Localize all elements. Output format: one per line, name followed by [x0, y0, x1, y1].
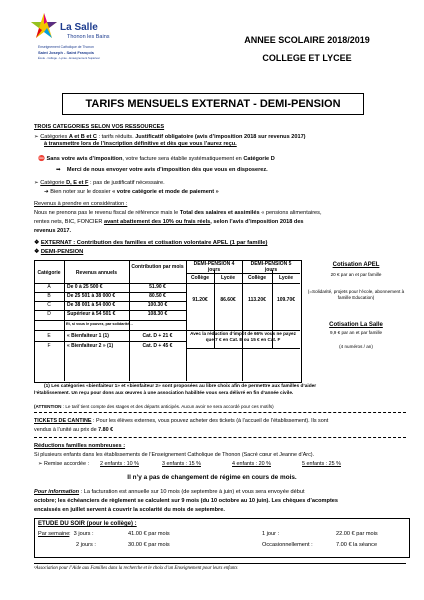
etude-r1-days: : 3 jours :	[69, 531, 94, 537]
no-entry-icon: ⛔	[38, 156, 47, 162]
table-row-rev: « Bienfaiteur 1 (1)	[67, 333, 109, 339]
externat-line: ❖ EXTERNAT : Contribution des familles et cotisation volontaire APEL (1 par famille)	[34, 240, 268, 246]
info-line1: Pour information : La facturation est annuelle sur 10 mois (de septembre à juin) et vous sera envoyée début	[34, 489, 305, 495]
revenus-line1: Nous ne prenons pas le revenu fiscal de référence mais le Total des salaires et assimilés « pensions alimentaires,	[34, 210, 322, 216]
etude-r1b-days: 1 jour :	[262, 531, 280, 537]
apel-title: Cotisation APEL	[332, 262, 380, 268]
table-row-rev: De 25 501 à 38 000 €	[67, 293, 116, 299]
diamond-icon: ❖	[34, 240, 41, 246]
solidarite-note: Et, si vous le pouvez, par solidarité…	[66, 322, 134, 326]
table-row-contrib: Cat. D + 45 €	[142, 343, 173, 349]
note-bienfaiteur-line2: l’établissement. Un reçu pour dons aux œuvres à une association habilitée vous sera délivré en fin d’année civile.	[34, 391, 294, 396]
etude-r2b-price: 7.00 € la séance	[336, 542, 378, 548]
apel-description: (=Solidarité, projets pour l’école, abonnement à famille Education)	[307, 289, 405, 300]
table-row-contrib: 51.90 €	[149, 284, 166, 290]
table-row-rev: « Bienfaiteur 2 » (1)	[67, 343, 114, 349]
th-contribution: Contribution par mois	[131, 264, 184, 270]
categories-ab-line2: à transmettre lors de l’inscription définitive et dès que vous l’aurez reçu.	[44, 141, 237, 147]
reductions-line1: Si plusieurs enfants dans les établissements de l’Enseignement Catholique de Thonon (Sacré cœur et Jeanne d’Arc).	[34, 452, 315, 458]
th-dp5: DEMI-PENSION 5 jours	[250, 261, 292, 273]
logo-line3: École - Collège - Lycée - Enseignement Supérieur	[38, 56, 101, 60]
footer-divider	[34, 563, 406, 564]
table-row-cat: F	[47, 343, 51, 349]
etude-r2-days: 2 jours :	[76, 542, 96, 548]
note-bienfaiteur-line1: (1) Les catégories «bienfaiteur 1» et «bienfaiteur 2» sont proposées au libre choix afin de permettre aux familles d’aider	[44, 384, 317, 389]
info-line3: encaissés en juillet servent à couvrir la scolarité du mois de septembre.	[34, 507, 225, 513]
apel-amount: 20 € par an et par famille	[330, 272, 382, 277]
footer-note: ¹Association pour l’Aide aux Familles dans la recherche et le choix d’un Enseignement pour leurs enfants	[34, 566, 238, 571]
arrow-right-icon: ➜	[44, 189, 51, 195]
table-row-cat: E	[47, 333, 51, 339]
divider	[34, 437, 406, 438]
categories-ab-line: ➢ Catégories A et B et C : tarifs réduits. Justificatif obligatoire (avis d’imposition 2018 sur revenus 2017)	[34, 134, 306, 140]
table-row-cat: D	[47, 311, 51, 317]
categories-def-line: ➢ Catégorie D, E et F : pas de justificatif nécessaire.	[34, 180, 165, 186]
cantine-line1: TICKETS DE CANTINE : Pour les élèves externes, vous pouvez acheter des tickets (à l’accueil de l’établissement). Ils sont	[34, 418, 329, 424]
remise-3-enfants: 3 enfants : 15 %	[162, 461, 201, 467]
th-college-5: Collège	[247, 275, 267, 281]
page-title-banner: TARIFS MENSUELS EXTERNAT - DEMI-PENSION	[62, 93, 364, 115]
dp5-college-price: 113.20€	[248, 297, 266, 303]
merci-line: ➡ Merci de nous envoyer votre avis d’imposition dès que vous en disposerez.	[56, 167, 268, 173]
th-categorie: Catégorie	[37, 270, 61, 276]
dp5-lycee-price: 109.70€	[276, 297, 296, 303]
table-row-cat: B	[47, 293, 51, 299]
lasalle-months: (4 numéros / an)	[339, 344, 373, 349]
info-line2: octobre; les échéanciers de règlement se calculent sur 9 mois (du 10 octobre au 10 juin). Les chèques d’acomptes	[34, 498, 339, 504]
th-college-4: Collège	[190, 275, 210, 281]
revenus-line2: rentes nets, BIC, FONCIER avant abattement des 10% ou frais réels, selon l’avis d’imposition 2018 des	[34, 219, 304, 225]
categories-title: TROIS CATEGORIES SELON VOS RESSOURCES	[34, 124, 165, 130]
per-week-label: Par semaine	[38, 531, 70, 537]
logo-name: La Salle	[60, 22, 98, 33]
table-row-cat: C	[47, 302, 51, 308]
table-row-contrib: Cat. D + 21 €	[142, 333, 173, 339]
note-line: ➜ Bien noter sur le dossier « votre catégorie et mode de paiement »	[44, 189, 219, 195]
reductions-title: Réductions familles nombreuses :	[34, 443, 126, 449]
demi-pension-line: ❖ DEMI-PENSION	[34, 249, 84, 255]
checkbox-icon: ➢	[38, 461, 45, 467]
checkbox-icon: ➢	[34, 180, 41, 186]
reduction-note: Avec la réduction d’impôt de 66% vous ne payez que 7 € en Cat. E ou 15 € en Cat. F	[190, 331, 296, 342]
etude-r2b-days: Occasionnellement :	[262, 542, 313, 548]
revenus-line3: revenus 2017.	[34, 228, 72, 234]
remise-2-enfants: 2 enfants : 10 %	[100, 461, 139, 467]
th-dp4: DEMI-PENSION 4 jours	[193, 261, 235, 273]
table-row-rev: Supérieur à 54 501 €	[67, 311, 116, 317]
reductions-remise: ➢ Remise accordée :	[38, 461, 89, 467]
logo-line2: Saint Joseph - Saint François	[38, 50, 95, 55]
table-row-rev: De 0 à 25 500 €	[67, 284, 103, 290]
revenus-title: Revenus à prendre en considération :	[34, 201, 128, 207]
no-avis-line: ⛔ Sans votre avis d’imposition, votre facture sera établie systématiquement en Catégorie D	[38, 156, 275, 162]
diamond-icon: ❖	[34, 249, 41, 255]
level-title: COLLEGE ET LYCEE	[262, 53, 352, 63]
th-revenus: Revenus annuels	[75, 270, 118, 276]
dp4-college-price: 91.20€	[192, 297, 208, 303]
logo-line1: Enseignement Catholique de Thonon	[38, 45, 94, 49]
table-row-contrib: 80.50 €	[149, 293, 166, 299]
etude-r1b-price: 22.00 € par mois	[336, 531, 378, 537]
remise-5-enfants: 5 enfants : 25 %	[302, 461, 341, 467]
divider	[34, 412, 406, 413]
lasalle-cotisation-amount: 9,9 € par an et par famille	[329, 330, 383, 335]
arrow-right-icon: ➡	[56, 167, 67, 173]
table-row-cat: A	[47, 284, 51, 290]
remise-4-enfants: 4 enfants : 20 %	[232, 461, 271, 467]
table-row-contrib: 108.30 €	[147, 311, 168, 317]
cantine-line2: vendus à l’unité au prix de 7.80 €	[34, 427, 114, 433]
etude-title: ETUDE DU SOIR (pour le collège) :	[38, 521, 137, 527]
th-lycee-4: Lycée	[221, 275, 235, 281]
star-logo-icon	[30, 12, 58, 40]
logo-subtitle: Thonon les Bains	[67, 34, 110, 40]
dp4-lycee-price: 86.60€	[220, 297, 236, 303]
school-year-title: ANNEE SCOLAIRE 2018/2019	[244, 35, 370, 45]
th-lycee-5: Lycée	[279, 275, 293, 281]
table-row-contrib: 100.30 €	[147, 302, 168, 308]
table-row-rev: De 38 001 à 54 000 €	[67, 302, 116, 308]
etude-r2-price: 30.00 € par mois	[128, 542, 170, 548]
etude-r1-price: 41.00 € par mois	[128, 531, 170, 537]
checkbox-icon: ➢	[34, 134, 41, 140]
no-change-notice: Il n’y a pas de changement de régime en cours de mois.	[127, 474, 297, 481]
attention-line: (ATTENTION : Le tarif tient compte des stages et des départs anticipés. Aucun avoir ne sera accordé pour ces motifs)	[34, 404, 274, 409]
lasalle-cotisation-title: Cotisation La Salle	[329, 322, 383, 328]
